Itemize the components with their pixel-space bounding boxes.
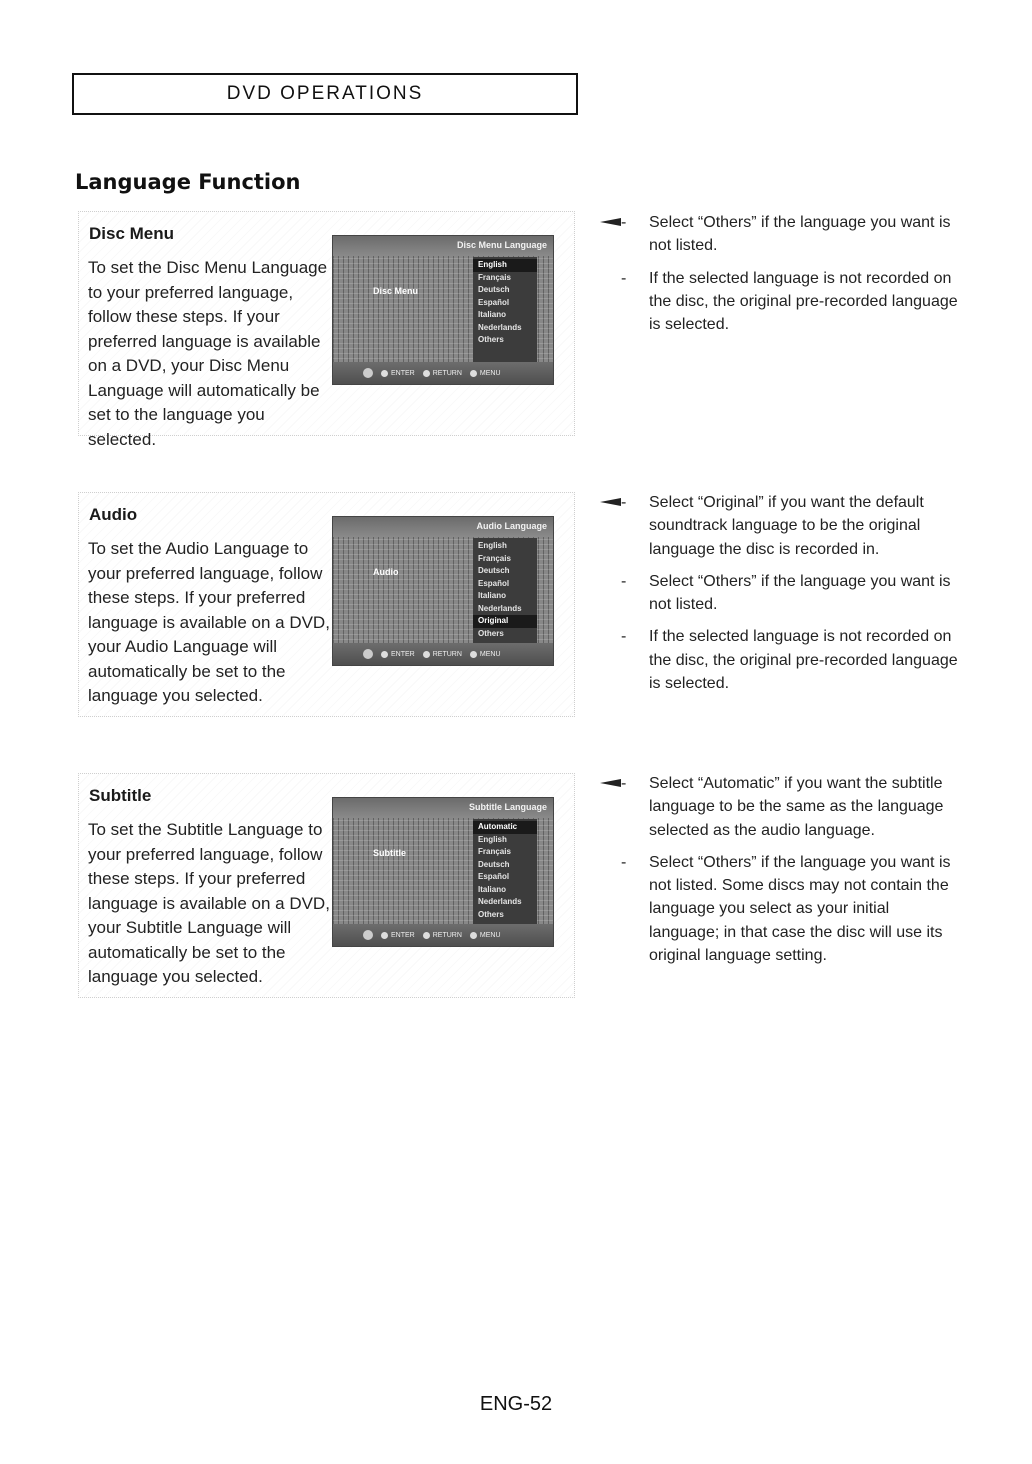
- note-text: Select “Others” if the language you want is not listed. Some discs may not contain the language you select as your initial language; in that case the disc will use its original language setting.: [649, 853, 951, 965]
- osd-key-label: ENTER: [391, 650, 415, 658]
- osd-key-label: ENTER: [391, 369, 415, 377]
- audio-section: [78, 492, 575, 717]
- button-icon: [423, 370, 430, 377]
- osd-key-label: RETURN: [432, 931, 462, 939]
- osd-option: Original: [473, 615, 537, 628]
- note-item: [600, 267, 960, 337]
- button-icon: [381, 651, 388, 658]
- section-description: To set the Audio Language to your preferred language, follow these steps. If your preferred language is available on a DVD, your Audio Language will automatically be set to the language you selected.: [88, 539, 330, 705]
- note-text: If the selected language is not recorded on the disc, the original pre-recorded language is selected.: [649, 269, 958, 334]
- button-icon: [470, 370, 477, 377]
- button-icon: [470, 651, 477, 658]
- section-header-box: [72, 73, 578, 115]
- note-item: [600, 491, 960, 561]
- subtitle-notes: [600, 772, 960, 976]
- osd-title: Audio Language: [476, 521, 547, 531]
- note-item: [600, 772, 960, 842]
- osd-option-list: [473, 257, 537, 367]
- osd-key-label: RETURN: [432, 650, 462, 658]
- osd-screenshot: [332, 797, 554, 947]
- osd-footer: [333, 924, 553, 946]
- disc-menu-notes: [600, 211, 960, 345]
- audio-notes: [600, 491, 960, 704]
- note-item: [600, 851, 960, 967]
- osd-key-label: MENU: [479, 931, 501, 939]
- osd-option: Español: [478, 872, 510, 881]
- note-item: [600, 211, 960, 258]
- note-dash: -: [621, 853, 627, 871]
- note-text: Select “Others” if the language you want is not listed.: [649, 572, 951, 614]
- osd-key-return: [423, 370, 462, 377]
- osd-option: Français: [478, 553, 511, 563]
- button-icon: [470, 932, 477, 939]
- osd-option: Deutsch: [478, 285, 510, 294]
- button-icon: [423, 932, 430, 939]
- note-arrow-icon: [600, 218, 621, 226]
- note-text: If the selected language is not recorded on the disc, the original pre-recorded language is selected.: [649, 628, 958, 693]
- osd-key-menu: [470, 370, 501, 377]
- page-number: ENG-52: [479, 1393, 553, 1415]
- note-dash: -: [621, 494, 627, 511]
- note-text: Select “Original” if you want the default soundtrack language to be the original language the disc is recorded in.: [649, 494, 924, 558]
- osd-footer: [333, 643, 553, 665]
- osd-option: English: [478, 541, 507, 550]
- osd-option: Français: [478, 847, 511, 856]
- osd-side-label: Subtitle: [373, 848, 406, 858]
- section-title: Disc Menu: [89, 224, 175, 243]
- osd-option: Others: [478, 628, 504, 638]
- osd-key-label: ENTER: [391, 931, 415, 939]
- note-arrow-icon: [600, 779, 621, 787]
- osd-key-menu: [470, 651, 501, 658]
- osd-option: Italiano: [478, 310, 507, 319]
- button-icon: [381, 370, 388, 377]
- osd-key-label: MENU: [479, 369, 501, 377]
- note-dash: -: [621, 572, 627, 590]
- osd-title: Disc Menu Language: [456, 240, 547, 250]
- note-text: Select “Others” if the language you want is not listed.: [649, 214, 951, 255]
- osd-option: Nederlands: [478, 897, 522, 906]
- osd-option: English: [478, 834, 507, 844]
- disc-icon: [363, 649, 373, 659]
- note-dash: -: [621, 775, 627, 792]
- osd-key-menu: [470, 932, 501, 939]
- section-title: Subtitle: [89, 786, 152, 805]
- section-description: To set the Subtitle Language to your preferred language, follow these steps. If your preferred language is available on a DVD, your Subtitle Language will automatically be set to the language you selected.: [88, 820, 330, 986]
- page-title: Language Function: [75, 170, 301, 194]
- osd-option: Italiano: [478, 884, 507, 894]
- section-description: To set the Disc Menu Language to your preferred language, follow these steps. If your preferred language is available on a DVD, your Disc Menu Language will automatically be set to the language you selected.: [88, 258, 328, 449]
- button-icon: [423, 651, 430, 658]
- osd-option: Others: [478, 909, 504, 919]
- osd-key-enter: [381, 370, 415, 377]
- osd-option: Automatic: [473, 821, 537, 834]
- osd-option: Others: [478, 335, 504, 344]
- note-arrow-icon: [600, 498, 621, 506]
- note-dash: -: [621, 214, 627, 231]
- osd-option: English: [473, 259, 537, 272]
- button-icon: [381, 932, 388, 939]
- disc-icon: [363, 368, 373, 378]
- subtitle-section: [78, 773, 575, 998]
- disc-icon: [363, 930, 373, 940]
- osd-option: Deutsch: [478, 566, 510, 575]
- osd-screenshot: [332, 235, 554, 385]
- osd-side-label: Audio: [373, 567, 399, 577]
- osd-title: Subtitle Language: [468, 802, 547, 812]
- osd-option-list: [473, 538, 537, 648]
- osd-key-label: MENU: [479, 650, 501, 658]
- osd-key-enter: [381, 651, 415, 658]
- note-dash: -: [621, 269, 627, 287]
- section-title: Audio: [89, 505, 138, 524]
- osd-option: Nederlands: [478, 603, 522, 613]
- section-header-title: DVD OPERATIONS: [226, 83, 424, 104]
- note-dash: -: [621, 628, 627, 646]
- osd-option: Deutsch: [478, 859, 510, 869]
- note-item: [600, 625, 960, 695]
- osd-screenshot: [332, 516, 554, 666]
- disc-menu-section: [78, 211, 575, 449]
- note-item: [600, 570, 960, 617]
- osd-option: Español: [478, 578, 510, 588]
- osd-footer: [333, 362, 553, 384]
- osd-key-return: [423, 651, 462, 658]
- osd-option: Español: [478, 297, 510, 307]
- osd-key-label: RETURN: [432, 369, 462, 377]
- osd-option: Nederlands: [478, 322, 522, 332]
- osd-key-return: [423, 932, 462, 939]
- osd-option: Français: [478, 272, 511, 282]
- osd-option-list: [473, 819, 537, 929]
- note-text: Select “Automatic” if you want the subtitle language to be the same as the language selected as the audio language.: [649, 775, 944, 839]
- osd-key-enter: [381, 932, 415, 939]
- osd-option: Italiano: [478, 591, 507, 600]
- osd-side-label: Disc Menu: [373, 286, 419, 296]
